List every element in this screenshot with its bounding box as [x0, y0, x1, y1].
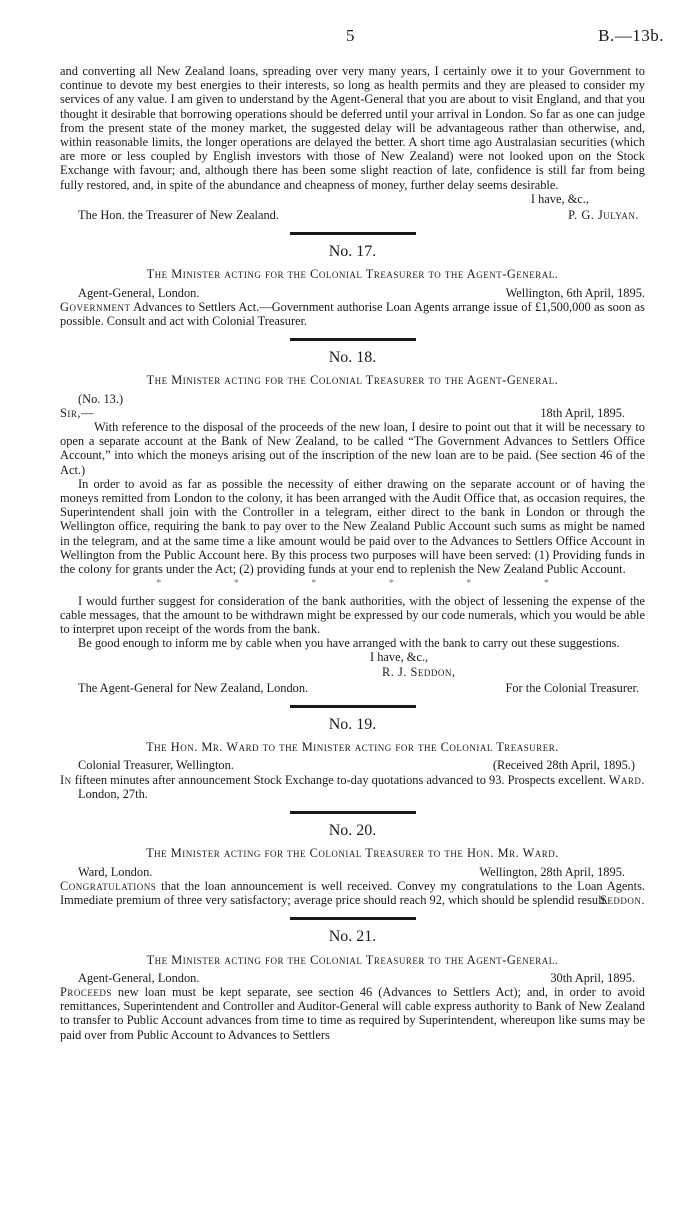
document-number: No. 19. [328, 715, 377, 733]
document-heading: The Hon. Mr. Ward to the Minister acting for the Colonial Treasurer. [146, 740, 559, 755]
page-header [0, 26, 700, 50]
letter-date: 18th April, 1895. [540, 405, 625, 420]
telegram-body: that the loan announcement is well received. Convey my congratulations to the Loan Agents. Immediate premium of three very satisfactory; average price should reach 92, which should be splendid result. [60, 878, 645, 907]
letter-closing: I have, &c., [370, 650, 429, 665]
section-divider [290, 917, 416, 920]
intro-addressee: The Hon. the Treasurer of New Zealand. [78, 208, 279, 223]
lead-word: In [60, 772, 72, 787]
telegram-body: new loan must be kept separate, see section 46 (Advances to Settlers Act); and, in order to avoid remittances, Superintendent and Controller and Auditor-General will cable express authority to Bank of New Zealand to transfer to Public Account advances from time to time as required by Superintendent, whereupon like sums may be paid over from Public Account to Advances to Settlers [60, 984, 645, 1042]
document-no-18 [60, 351, 645, 695]
origin-place: London, 27th. [78, 786, 148, 801]
lead-word: Proceeds [60, 984, 112, 999]
document-number: No. 18. [328, 349, 377, 367]
telegram-signature: Seddon. [600, 893, 645, 908]
letter-reference: (No. 13.) [78, 391, 124, 406]
document-number: No. 20. [328, 822, 377, 840]
page-number: 5 [346, 26, 355, 45]
lead-word: Congratulations [60, 878, 157, 893]
document-heading: The Minister acting for the Colonial Treasurer to the Agent-General. [146, 952, 559, 967]
document-number: No. 21. [328, 928, 377, 946]
letter-signature: R. J. Seddon, [382, 664, 456, 679]
paragraph-2: In order to avoid as far as possible the necessity of either drawing on the separate account or of having the moneys remitted from London to the colony, it has been arranged with the Audit Office that, as occasion requires, the Superintendent shall join with the Controller in a telegram, either direct to the bank in London or through the Wellington office, requiring the bank to pay over to the New Zealand Public Account such sums as might be named in the telegram, and at the same time a like amount would be paid over to the Advances to Settlers Office Account in Wellington from the Public Account here. By this process two purposes will have been served: (1) Providing funds in the colony for grants under the Act; (2) providing funds at your end to replenish the New Zealand Public Account. [60, 476, 645, 577]
intro-closing: I have, &c., [530, 191, 589, 206]
document-heading: The Minister acting for the Colonial Treasurer to the Agent-General. [146, 267, 559, 282]
document-heading: The Minister acting for the Colonial Treasurer to the Hon. Mr. Ward. [146, 846, 559, 861]
intro-signature: P. G. Julyan. [568, 208, 639, 223]
section-divider [290, 811, 416, 814]
salutation: Sir,— [60, 405, 94, 420]
paragraph-1: With reference to the disposal of the proceeds of the new loan, I desire to point out that it will be necessary to open a separate account at the Bank of New Zealand, to be called “The Government Advances to Settlers Office Account,” into which the moneys arising out of the inscription of the new loan are to be paid. (See section 46 of the Act.) [60, 420, 645, 477]
lead-word: Government [60, 299, 131, 314]
section-divider [290, 338, 416, 341]
document-number: No. 17. [328, 243, 377, 261]
paragraph-3: I would further suggest for consideration of the bank authorities, with the object of lessening the expense of the cable messages, that the amount to be withdrawn might be expressed by our code numerals, which you would be able to interpret upon receipt of the words from the bank. [60, 593, 645, 636]
recipient: Agent-General, London. [78, 970, 200, 985]
document-no-17 [60, 245, 645, 328]
document-heading: The Minister acting for the Colonial Treasurer to the Agent-General. [146, 373, 559, 388]
telegram-body: Advances to Settlers Act.—Government authorise Loan Agents arrange issue of £1,500,000 as soon as possible. Consult and act with Colonial Treasurer. [60, 299, 645, 329]
recipient: Colonial Treasurer, Wellington. [78, 758, 234, 773]
place-date: Wellington, 6th April, 1895. [505, 285, 645, 300]
paragraph-4: Be good enough to inform me by cable when you have arranged with the bank to carry out these suggestions. [78, 636, 620, 651]
intro-paragraph: and converting all New Zealand loans, spreading over very many years, I certainly owe it to your Government to continue to devote my best energies to their interests, so long as health permits and they are pleased to consider my services of any value. I am given to understand by the Agent-General that you are about to visit England, and that you thought it desirable that borrowing operations should be deferred until your arrival in London. So far as one can judge from the present state of the money market, the suggested delay will be advantageous rather than otherwise, and, within reasonable limits, the longer operations are delayed the better. A short time ago Australasian securities (which are more or less coupled by English investors with those of New Zealand) were not looked upon on the Stock Exchange with favour; and, although there has been some slight reaction of late, confidence is still far from being fully restored, and, in spite of the abundance and cheapness of money, further delay seems desirable. [60, 64, 645, 192]
document-no-19 [60, 715, 645, 801]
place-date: Wellington, 28th April, 1895. [479, 864, 625, 879]
paper-reference: B.—13b. [598, 26, 664, 45]
signed-for: For the Colonial Treasurer. [505, 680, 639, 695]
section-divider [290, 232, 416, 235]
document-no-20 [60, 824, 645, 907]
telegram-signature: Ward. [608, 772, 645, 787]
document-body [60, 64, 645, 1042]
section-divider [290, 705, 416, 708]
document-no-21 [60, 930, 645, 1041]
telegram-body: fifteen minutes after announcement Stock Exchange to-day quotations advanced to 93. Prospects excellent. [71, 772, 606, 787]
omission-stars: * * * * * * [156, 578, 549, 590]
recipient: Ward, London. [78, 864, 153, 879]
telegram-date: 30th April, 1895. [550, 970, 635, 985]
received-date: (Received 28th April, 1895.) [492, 758, 635, 773]
letter-addressee: The Agent-General for New Zealand, London. [78, 680, 309, 695]
letter-continuation [60, 64, 645, 222]
recipient: Agent-General, London. [78, 285, 200, 300]
